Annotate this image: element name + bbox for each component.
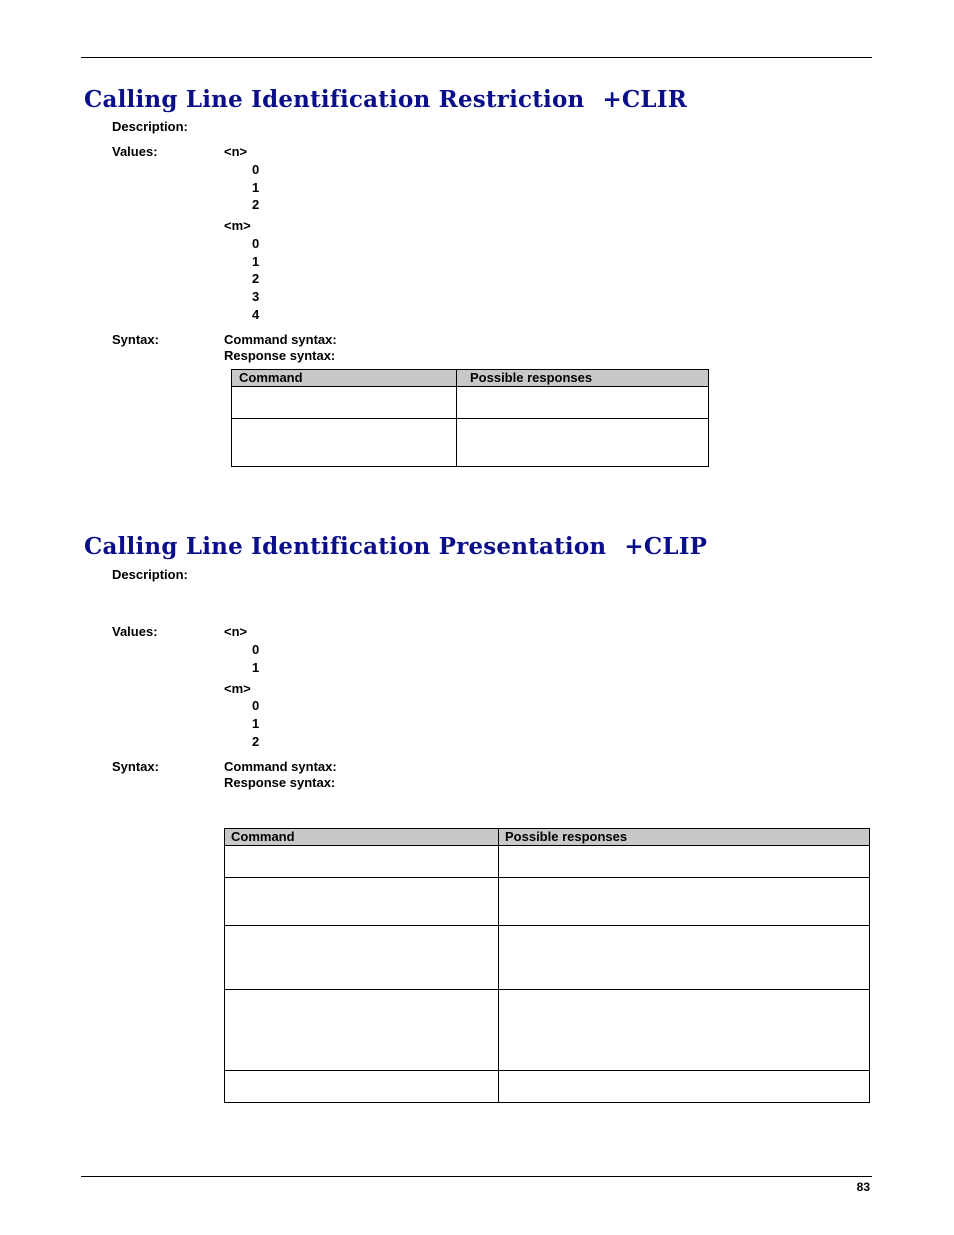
- m-value-item: 4: [252, 307, 260, 322]
- footer-rule: [81, 1176, 872, 1177]
- table-header-row: [232, 370, 709, 387]
- description-label: Description:: [112, 119, 188, 134]
- param-m-label: <m>: [224, 218, 251, 233]
- description-label: Description:: [112, 567, 188, 582]
- command-table-clip: [224, 828, 870, 1103]
- table-row: [225, 846, 870, 878]
- m-value-item: 3: [252, 289, 260, 304]
- table-header-row: [225, 829, 870, 846]
- table-cell-command: [225, 1071, 499, 1103]
- table-header-responses: Possible responses: [499, 829, 870, 846]
- table-cell-command: [225, 990, 499, 1071]
- section-command: +CLIR: [602, 86, 688, 113]
- page-number: 83: [856, 1180, 870, 1194]
- n-value-item: 2: [252, 197, 260, 212]
- table-row: [225, 1071, 870, 1103]
- response-syntax-label: Response syntax:: [224, 348, 336, 363]
- table-row: [225, 990, 870, 1071]
- n-value-item: 1: [252, 180, 260, 195]
- syntax-label: Syntax:: [112, 332, 159, 347]
- m-value-item: 2: [252, 271, 260, 286]
- command-syntax-label: Command syntax:: [224, 759, 337, 774]
- syntax-label: Syntax:: [112, 759, 159, 774]
- table-header-responses: Possible responses: [457, 370, 709, 387]
- table-cell-command: [225, 878, 499, 926]
- n-value-item: 0: [252, 162, 260, 177]
- table-cell-response: [499, 926, 870, 990]
- section-title-clip: [84, 533, 707, 560]
- section-command: +CLIP: [624, 533, 708, 560]
- table-header-command: Command: [225, 829, 499, 846]
- table-row: [225, 878, 870, 926]
- command-syntax-label: Command syntax:: [224, 332, 337, 347]
- n-value-item: 0: [252, 642, 260, 657]
- table-row: [232, 419, 709, 467]
- table-cell-command: [225, 926, 499, 990]
- m-value-item: 0: [252, 698, 260, 713]
- table-cell-response: [457, 419, 709, 467]
- param-m-label: <m>: [224, 681, 251, 696]
- n-value-item: 1: [252, 660, 260, 675]
- param-n-label: <n>: [224, 624, 248, 639]
- m-value-item: 1: [252, 716, 260, 731]
- response-syntax-label: Response syntax:: [224, 775, 336, 790]
- table-cell-response: [499, 878, 870, 926]
- values-label: Values:: [112, 624, 158, 639]
- table-cell-response: [499, 1071, 870, 1103]
- m-value-item: 1: [252, 254, 260, 269]
- section-title-text: Calling Line Identification Presentation: [84, 533, 607, 560]
- section-title-clir: [84, 86, 687, 113]
- table-row: [225, 926, 870, 990]
- m-value-item: 2: [252, 734, 260, 749]
- table-row: [232, 387, 709, 419]
- command-table-clir: [231, 369, 709, 467]
- table-cell-response: [457, 387, 709, 419]
- values-label: Values:: [112, 144, 158, 159]
- header-rule: [81, 57, 872, 58]
- m-value-item: 0: [252, 236, 260, 251]
- table-header-command: Command: [232, 370, 457, 387]
- section-title-text: Calling Line Identification Restriction: [84, 86, 585, 113]
- param-n-label: <n>: [224, 144, 248, 159]
- table-cell-command: [232, 419, 457, 467]
- table-cell-response: [499, 990, 870, 1071]
- table-cell-response: [499, 846, 870, 878]
- table-cell-command: [232, 387, 457, 419]
- table-cell-command: [225, 846, 499, 878]
